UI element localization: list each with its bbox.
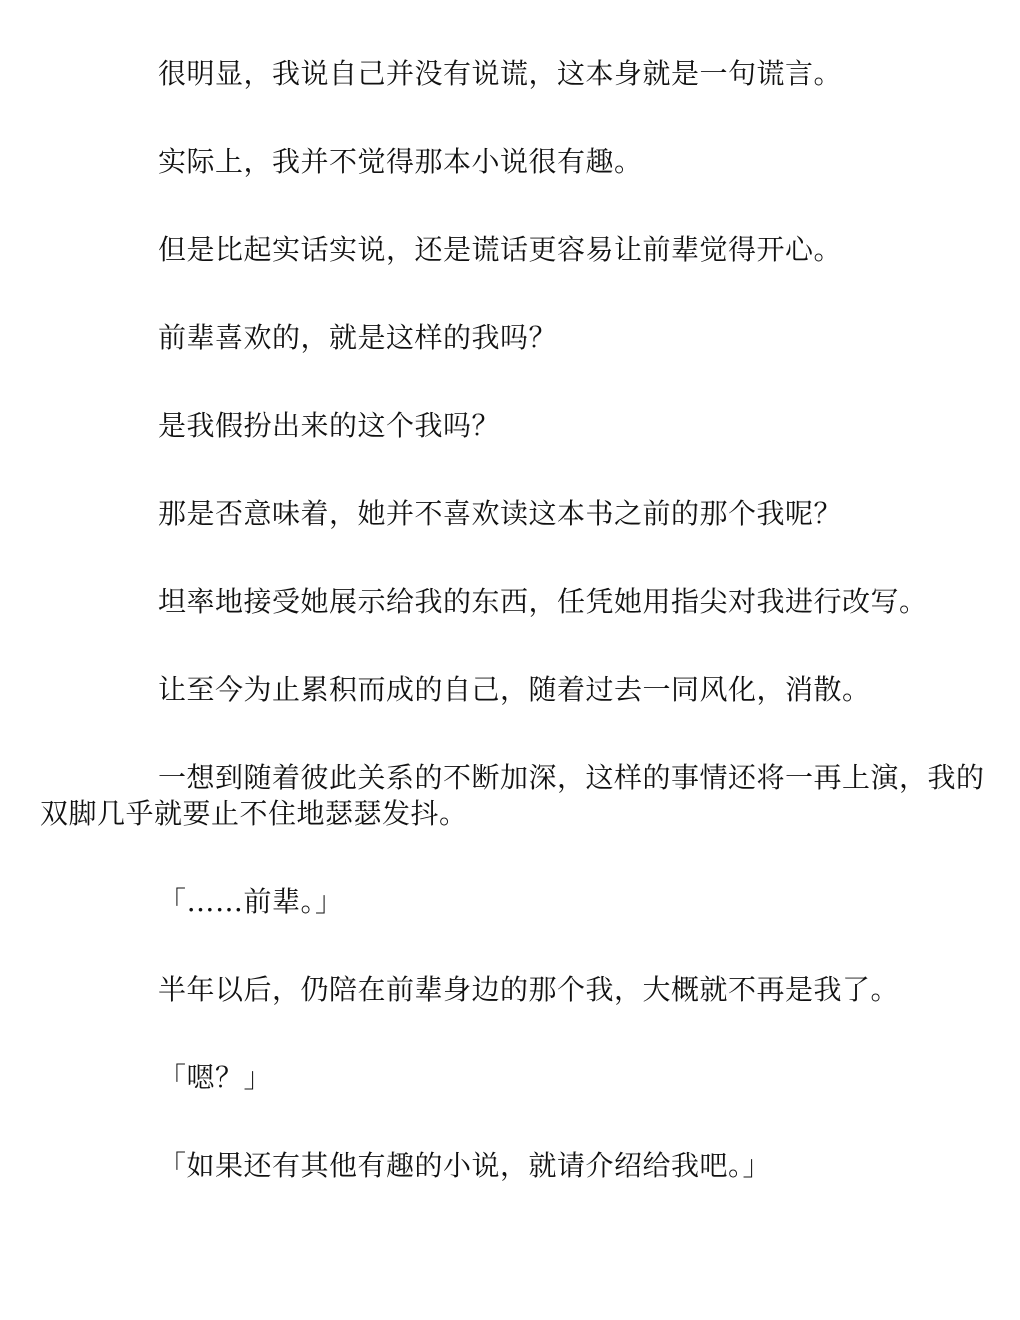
paragraph-9: 一想到随着彼此关系的不断加深，这样的事情还将一再上演，我的双脚几乎就要止不住地瑟瑟发抖。 — [40, 761, 985, 830]
paragraph-8: 让至今为止累积而成的自己，随着过去一同风化，消散。 — [158, 673, 871, 706]
paragraph-2: 实际上，我并不觉得那本小说很有趣。 — [158, 145, 643, 178]
text-body — [40, 56, 990, 1236]
paragraph-7: 坦率地接受她展示给我的东西，任凭她用指尖对我进行改写。 — [158, 585, 928, 618]
dialogue-2: 「嗯？」 — [158, 1061, 273, 1094]
paragraph-6: 那是否意味着，她并不喜欢读这本书之前的那个我呢？ — [158, 497, 843, 530]
paragraph-4: 前辈喜欢的，就是这样的我吗？ — [158, 321, 558, 354]
dialogue-1: 「……前辈。」 — [158, 885, 344, 918]
paragraph-5: 是我假扮出来的这个我吗？ — [158, 409, 501, 442]
dialogue-3: 「如果还有其他有趣的小说，就请介绍给我吧。」 — [158, 1149, 772, 1182]
paragraph-1: 很明显，我说自己并没有说谎，这本身就是一句谎言。 — [158, 57, 843, 90]
paragraph-10: 半年以后，仍陪在前辈身边的那个我，大概就不再是我了。 — [158, 973, 900, 1006]
paragraph-3: 但是比起实话实说，还是谎话更容易让前辈觉得开心。 — [158, 233, 843, 266]
